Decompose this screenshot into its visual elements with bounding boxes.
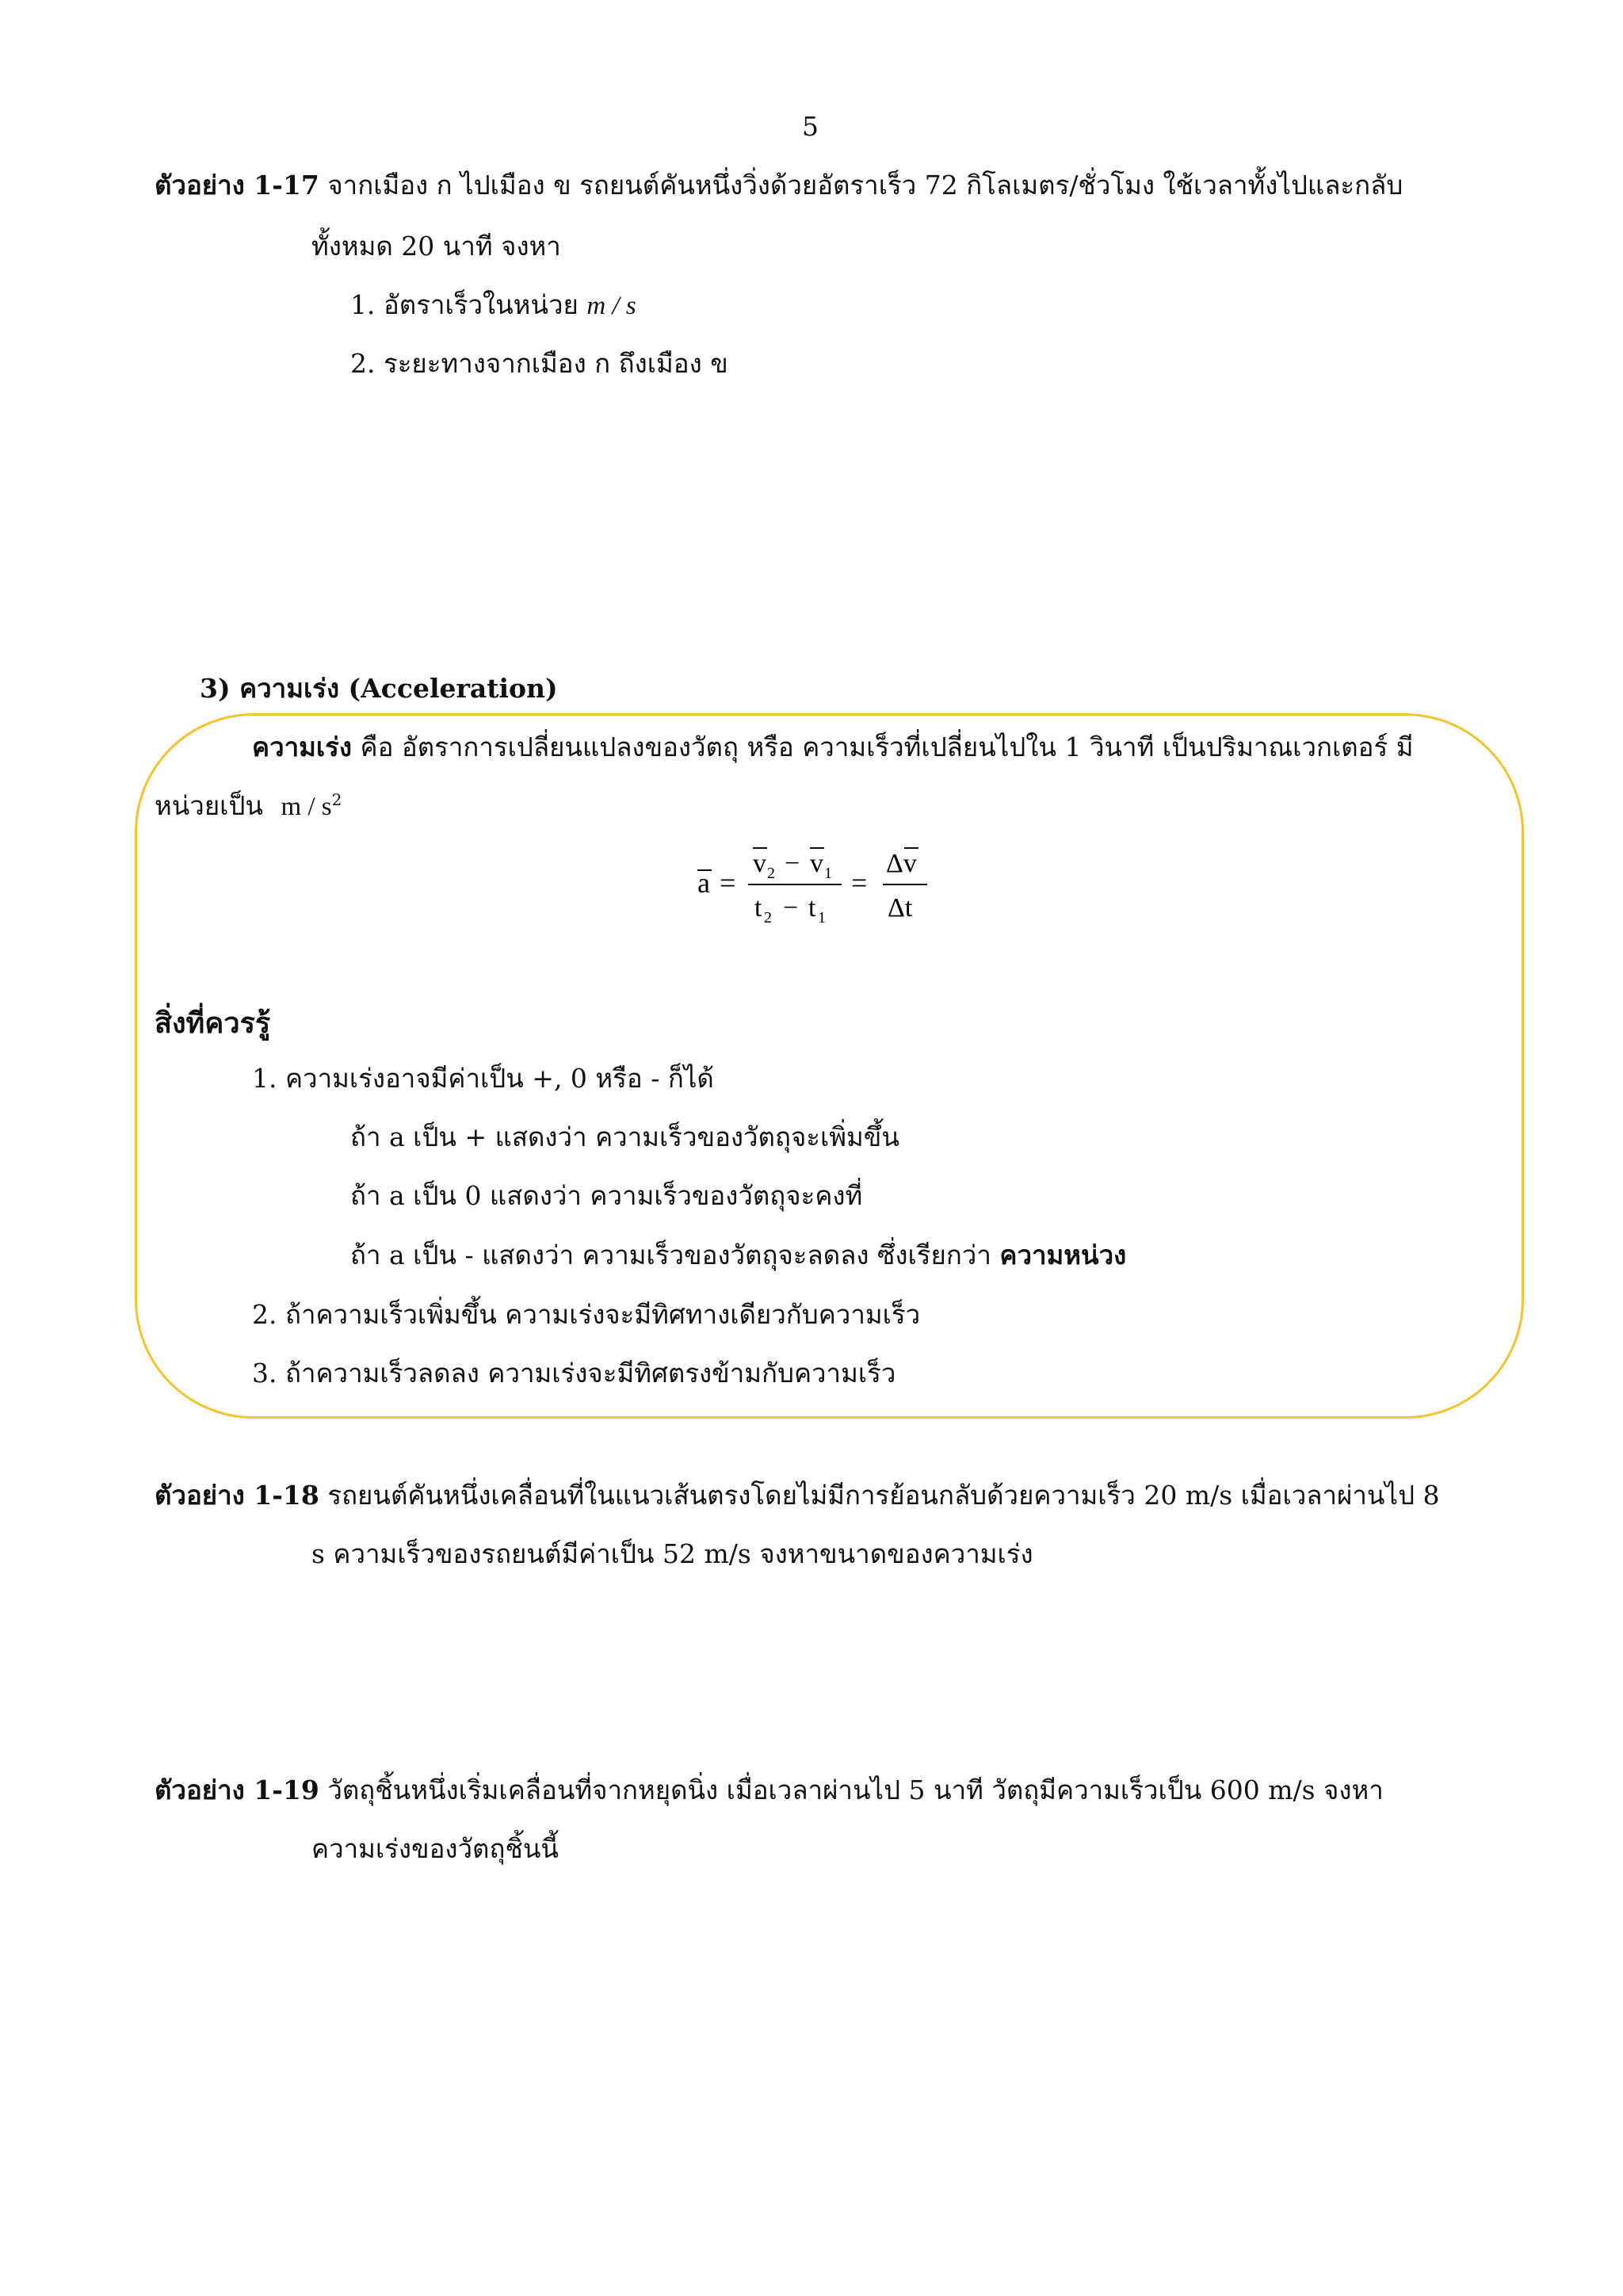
example-1-17-item1-text: 1. อัตราเร็วในหน่วย — [350, 289, 579, 320]
know-item-1b: ถ้า a เป็น 0 แสดงว่า ความเร็วของวัตถุจะคงที่ — [350, 1180, 863, 1211]
example-1-19-label: ตัวอย่าง 1-19 — [155, 1775, 319, 1805]
formula-num-a-sub: 2 — [767, 865, 775, 882]
formula-den-b: t — [808, 893, 816, 923]
definition-unit: m / s — [281, 793, 332, 821]
acceleration-formula — [689, 831, 951, 934]
example-1-18-line2: s ความเร็วของรถยนต์มีค่าเป็น 52 m/s จงหาขนาดของความเร่ง — [311, 1538, 1033, 1569]
know-item-1: 1. ความเร่งอาจมีค่าเป็น +, 0 หรือ - ก็ได้ — [252, 1063, 714, 1094]
formula-den-a-sub: 2 — [764, 909, 772, 926]
example-1-17-text1: จากเมือง ก ไปเมือง ข รถยนต์คันหนึ่งวิ่งด้วยอัตราเร็ว 72 กิโลเมตร/ชั่วโมง ใช้เวลาทั้งไปและกลับ — [327, 170, 1403, 201]
section-heading-acceleration: 3) ความเร่ง (Acceleration) — [200, 673, 558, 704]
example-1-19-line1 — [155, 1774, 1384, 1806]
example-1-17-label: ตัวอย่าง 1-17 — [155, 170, 319, 201]
example-1-18-line1 — [155, 1479, 1440, 1511]
page-number: 5 — [802, 111, 819, 142]
know-item-1a: ถ้า a เป็น + แสดงว่า ความเร็วของวัตถุจะเพิ่มขึ้น — [350, 1121, 899, 1152]
formula-eq2: = — [851, 867, 868, 899]
example-1-18-label: ตัวอย่าง 1-18 — [155, 1480, 319, 1511]
know-item-1c — [350, 1239, 1126, 1271]
know-item-2: 2. ถ้าความเร็วเพิ่มขึ้น ความเร่งจะมีทิศทางเดียวกับความเร็ว — [252, 1299, 921, 1330]
example-1-17-item1-unit: m / s — [586, 292, 636, 320]
formula-num-a: v — [753, 849, 766, 878]
definition-line2 — [155, 789, 342, 823]
formula-rhs-num: Δv — [886, 849, 917, 878]
formula-rhs-den: Δt — [888, 893, 913, 923]
formula-num-b: v — [810, 849, 823, 878]
formula-num-b-sub: 1 — [824, 865, 832, 882]
formula-den-op: − — [783, 893, 799, 923]
example-1-18-text1: รถยนต์คันหนึ่งเคลื่อนที่ในแนวเส้นตรงโดยไม่มีการย้อนกลับด้วยความเร็ว 20 m/s เมื่อเวลาผ่านไป 8 — [327, 1480, 1440, 1511]
definition-term: ความเร่ง — [252, 732, 353, 762]
definition-line1 — [252, 731, 1413, 763]
formula-lhs: a — [697, 867, 710, 899]
know-item-1c-term: ความหน่วง — [999, 1240, 1127, 1270]
formula-den-b-sub: 1 — [818, 909, 826, 926]
know-item-3: 3. ถ้าความเร็วลดลง ความเร่งจะมีทิศตรงข้ามกับความเร็ว — [252, 1358, 896, 1389]
definition-unit-exponent: 2 — [331, 790, 342, 809]
example-1-17-line1 — [155, 169, 1403, 201]
example-1-17-item1 — [350, 288, 636, 323]
definition-text2: หน่วยเป็น — [155, 790, 263, 821]
formula-svg — [689, 831, 951, 934]
definition-text1: คือ อัตราการเปลี่ยนแปลงของวัตถุ หรือ ความเร็วที่เปลี่ยนไปใน 1 วินาที เป็นปริมาณเวกเตอร์ มี — [352, 732, 1414, 762]
formula-num-op: − — [785, 849, 800, 878]
example-1-19-text1: วัตถุชิ้นหนึ่งเริ่มเคลื่อนที่จากหยุดนิ่ง เมื่อเวลาผ่านไป 5 นาที วัตถุมีความเร็วเป็น 600 m/s จงหา — [327, 1775, 1384, 1805]
example-1-17-item2: 2. ระยะทางจากเมือง ก ถึงเมือง ข — [350, 348, 728, 379]
example-1-17-line2: ทั้งหมด 20 นาที จงหา — [311, 231, 561, 262]
things-to-know-heading: สิ่งที่ควรรู้ — [155, 1007, 271, 1040]
formula-eq1: = — [720, 867, 736, 899]
example-1-19-line2: ความเร่งของวัตถุชิ้นนี้ — [311, 1833, 559, 1864]
formula-den-a: t — [754, 893, 762, 923]
know-item-1c-text: ถ้า a เป็น - แสดงว่า ความเร็วของวัตถุจะลดลง ซึ่งเรียกว่า — [350, 1240, 991, 1270]
